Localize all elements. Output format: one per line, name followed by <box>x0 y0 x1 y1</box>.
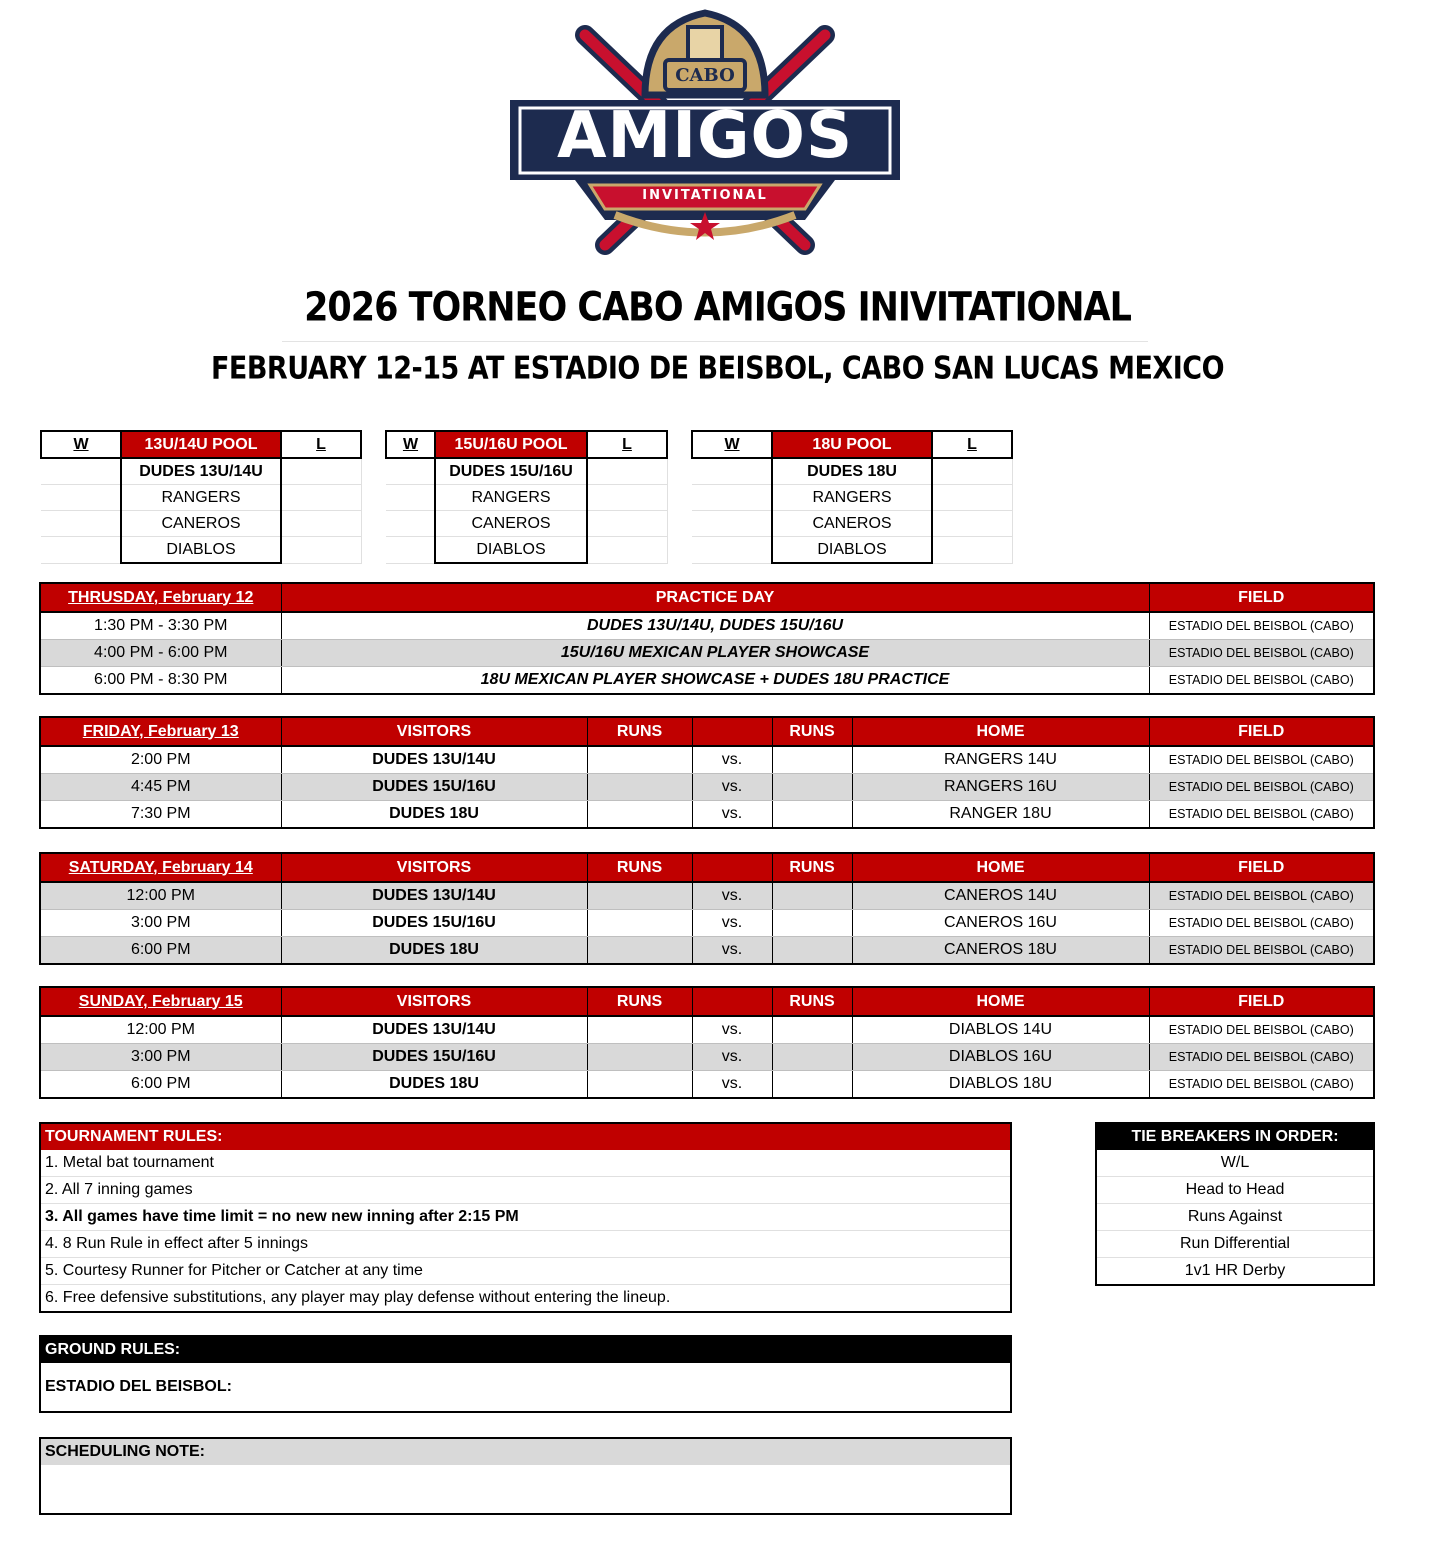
event-cell: 15U/16U MEXICAN PLAYER SHOWCASE <box>281 640 1149 667</box>
pool-l-cell <box>587 537 667 564</box>
time-cell: 7:30 PM <box>40 801 281 829</box>
day-header: SATURDAY, February 14 <box>40 853 281 882</box>
field-header: FIELD <box>1149 583 1374 612</box>
visitor-runs-cell <box>587 746 692 774</box>
visitor-runs-cell <box>587 1071 692 1099</box>
pool-l-cell <box>932 511 1012 537</box>
field-cell: ESTADIO DEL BEISBOL (CABO) <box>1168 1077 1354 1091</box>
runs-header: RUNS <box>772 717 852 746</box>
pool-w-cell <box>41 485 121 511</box>
vs-header <box>692 717 772 746</box>
pool-w-header: W <box>692 431 772 458</box>
scheduling-note <box>39 1437 1012 1515</box>
time-cell: 1:30 PM - 3:30 PM <box>40 612 281 640</box>
scheduling-note-title: SCHEDULING NOTE: <box>40 1438 1011 1465</box>
pool-team: RANGERS <box>121 485 281 511</box>
logo-main-text: AMIGOS <box>556 99 854 173</box>
visitor-runs-cell <box>587 1044 692 1071</box>
event-cell: 18U MEXICAN PLAYER SHOWCASE + DUDES 18U PRACTICE <box>281 667 1149 695</box>
runs-header: RUNS <box>587 717 692 746</box>
home-cell: DIABLOS 18U <box>852 1071 1149 1099</box>
home-cell: CANEROS 16U <box>852 910 1149 937</box>
pool-l-header: L <box>932 431 1012 458</box>
day-header: THRUSDAY, February 12 <box>40 583 281 612</box>
rule-item: 2. All 7 inning games <box>40 1177 1011 1204</box>
field-cell: ESTADIO DEL BEISBOL (CABO) <box>1149 1016 1374 1044</box>
pool-w-cell <box>692 458 772 485</box>
visitor-runs-cell <box>587 910 692 937</box>
visitors-header: VISITORS <box>281 987 587 1016</box>
vs-header <box>692 853 772 882</box>
pool-team: DUDES 15U/16U <box>435 458 587 485</box>
friday-schedule <box>39 716 1375 829</box>
pool-title: 15U/16U POOL <box>435 431 587 458</box>
time-cell: 12:00 PM <box>40 882 281 910</box>
visitor-cell: DUDES 18U <box>281 937 587 965</box>
visitor-cell: DUDES 15U/16U <box>281 1044 587 1071</box>
pool-l-cell <box>587 511 667 537</box>
visitor-runs-cell <box>587 882 692 910</box>
pool-team: RANGERS <box>435 485 587 511</box>
pool-team: CANEROS <box>121 511 281 537</box>
title-divider <box>282 341 1148 342</box>
visitor-cell: DUDES 18U <box>281 1071 587 1099</box>
scheduling-note-body <box>40 1465 1011 1514</box>
pool-team: CANEROS <box>435 511 587 537</box>
pool-team: DUDES 13U/14U <box>121 458 281 485</box>
home-cell: RANGERS 14U <box>852 746 1149 774</box>
rule-item: 1. Metal bat tournament <box>40 1150 1011 1177</box>
pool-18u <box>691 430 1013 564</box>
pool-team: DUDES 18U <box>772 458 932 485</box>
home-header: HOME <box>852 717 1149 746</box>
runs-header: RUNS <box>587 987 692 1016</box>
pool-l-cell <box>281 485 361 511</box>
visitor-cell: DUDES 13U/14U <box>281 1016 587 1044</box>
page-subtitle: FEBRUARY 12-15 AT ESTADIO DE BEISBOL, CABO SAN LUCAS MEXICO <box>210 350 1225 387</box>
pool-w-cell <box>41 537 121 564</box>
pool-title: 18U POOL <box>772 431 932 458</box>
visitor-runs-cell <box>587 937 692 965</box>
visitors-header: VISITORS <box>281 717 587 746</box>
tie-breakers <box>1095 1122 1375 1286</box>
rule-item: 5. Courtesy Runner for Pitcher or Catcher at any time <box>40 1258 1011 1285</box>
rules-title: TOURNAMENT RULES: <box>40 1123 1011 1150</box>
vs-cell: vs. <box>692 746 772 774</box>
practice-day-schedule <box>39 582 1375 695</box>
pool-l-cell <box>587 458 667 485</box>
time-cell: 4:00 PM - 6:00 PM <box>40 640 281 667</box>
visitor-runs-cell <box>587 1016 692 1044</box>
pool-l-cell <box>932 458 1012 485</box>
time-cell: 6:00 PM <box>40 937 281 965</box>
field-cell: ESTADIO DEL BEISBOL (CABO) <box>1168 807 1354 821</box>
home-cell: CANEROS 18U <box>852 937 1149 965</box>
home-cell: CANEROS 14U <box>852 882 1149 910</box>
time-cell: 3:00 PM <box>40 1044 281 1071</box>
event-cell: DUDES 13U/14U, DUDES 15U/16U <box>281 612 1149 640</box>
home-runs-cell <box>772 1016 852 1044</box>
vs-cell: vs. <box>692 882 772 910</box>
home-header: HOME <box>852 987 1149 1016</box>
pool-w-cell <box>692 485 772 511</box>
visitor-cell: DUDES 15U/16U <box>281 774 587 801</box>
pool-team: DIABLOS <box>772 537 932 564</box>
home-runs-cell <box>772 937 852 965</box>
home-cell: RANGER 18U <box>852 801 1149 829</box>
vs-cell: vs. <box>692 1071 772 1099</box>
home-runs-cell <box>772 746 852 774</box>
vs-cell: vs. <box>692 1044 772 1071</box>
time-cell: 4:45 PM <box>40 774 281 801</box>
logo-top-text: CABO <box>675 65 735 86</box>
home-runs-cell <box>772 801 852 829</box>
pool-w-header: W <box>386 431 435 458</box>
visitor-cell: DUDES 13U/14U <box>281 882 587 910</box>
pool-l-cell <box>281 458 361 485</box>
tournament-rules <box>39 1122 1012 1313</box>
sunday-schedule <box>39 986 1375 1099</box>
field-cell: ESTADIO DEL BEISBOL (CABO) <box>1149 937 1374 965</box>
pool-l-cell <box>281 511 361 537</box>
vs-cell: vs. <box>692 1016 772 1044</box>
runs-header: RUNS <box>587 853 692 882</box>
home-cell: DIABLOS 16U <box>852 1044 1149 1071</box>
vs-cell: vs. <box>692 801 772 829</box>
tie-breaker-item: Run Differential <box>1096 1231 1374 1258</box>
field-cell: ESTADIO DEL BEISBOL (CABO) <box>1149 774 1374 801</box>
home-cell: RANGERS 16U <box>852 774 1149 801</box>
rule-item: 6. Free defensive substitutions, any player may play defense without entering the lineup. <box>45 1289 671 1306</box>
time-cell: 3:00 PM <box>40 910 281 937</box>
pool-w-cell <box>386 511 435 537</box>
visitor-runs-cell <box>587 774 692 801</box>
pool-team: CANEROS <box>772 511 932 537</box>
visitor-cell: DUDES 13U/14U <box>281 746 587 774</box>
pool-w-cell <box>41 511 121 537</box>
field-cell: ESTADIO DEL BEISBOL (CABO) <box>1149 910 1374 937</box>
field-header: FIELD <box>1149 987 1374 1016</box>
runs-header: RUNS <box>772 853 852 882</box>
field-cell: ESTADIO DEL BEISBOL (CABO) <box>1149 612 1374 640</box>
vs-cell: vs. <box>692 937 772 965</box>
pool-title: 13U/14U POOL <box>121 431 281 458</box>
saturday-schedule <box>39 852 1375 965</box>
pool-l-cell <box>281 537 361 564</box>
day-header: FRIDAY, February 13 <box>40 717 281 746</box>
logo-banner-text: INVITATIONAL <box>642 188 768 203</box>
pool-w-header: W <box>41 431 121 458</box>
home-runs-cell <box>772 910 852 937</box>
field-cell: ESTADIO DEL BEISBOL (CABO) <box>1149 882 1374 910</box>
home-runs-cell <box>772 1071 852 1099</box>
page-title: 2026 TORNEO CABO AMIGOS INIVITATIONAL <box>304 285 1131 331</box>
ground-rules <box>39 1335 1012 1413</box>
time-cell: 6:00 PM - 8:30 PM <box>40 667 281 695</box>
home-cell: DIABLOS 14U <box>852 1016 1149 1044</box>
pool-l-cell <box>932 537 1012 564</box>
tournament-logo <box>505 5 905 260</box>
field-cell: ESTADIO DEL BEISBOL (CABO) <box>1149 746 1374 774</box>
pool-w-cell <box>386 458 435 485</box>
visitors-header: VISITORS <box>281 853 587 882</box>
home-runs-cell <box>772 1044 852 1071</box>
pool-13u-14u <box>40 430 362 564</box>
pool-w-cell <box>386 537 435 564</box>
tie-breaker-item: Head to Head <box>1096 1177 1374 1204</box>
field-cell: ESTADIO DEL BEISBOL (CABO) <box>1149 640 1374 667</box>
pool-15u-16u <box>385 430 668 564</box>
home-runs-cell <box>772 882 852 910</box>
tie-breaker-item: Runs Against <box>1096 1204 1374 1231</box>
pool-team: RANGERS <box>772 485 932 511</box>
time-cell: 6:00 PM <box>40 1071 281 1099</box>
ground-rules-line: ESTADIO DEL BEISBOL: <box>45 1378 232 1395</box>
home-header: HOME <box>852 853 1149 882</box>
vs-cell: vs. <box>692 774 772 801</box>
visitor-runs-cell <box>587 801 692 829</box>
pool-team: DIABLOS <box>121 537 281 564</box>
vs-cell: vs. <box>692 910 772 937</box>
pool-l-header: L <box>587 431 667 458</box>
field-header: FIELD <box>1149 853 1374 882</box>
day-header: SUNDAY, February 15 <box>40 987 281 1016</box>
time-cell: 2:00 PM <box>40 746 281 774</box>
time-cell: 12:00 PM <box>40 1016 281 1044</box>
home-runs-cell <box>772 774 852 801</box>
rule-item: 3. All games have time limit = no new new inning after 2:15 PM <box>40 1204 1011 1231</box>
rule-item: 4. 8 Run Rule in effect after 5 innings <box>40 1231 1011 1258</box>
pool-l-cell <box>587 485 667 511</box>
tie-breaker-item: W/L <box>1096 1150 1374 1177</box>
field-cell: ESTADIO DEL BEISBOL (CABO) <box>1149 1044 1374 1071</box>
pool-w-cell <box>386 485 435 511</box>
pool-l-cell <box>932 485 1012 511</box>
tie-breaker-item: 1v1 HR Derby <box>1184 1262 1286 1279</box>
runs-header: RUNS <box>772 987 852 1016</box>
pool-w-cell <box>692 537 772 564</box>
visitor-cell: DUDES 15U/16U <box>281 910 587 937</box>
pool-w-cell <box>692 511 772 537</box>
vs-header <box>692 987 772 1016</box>
visitor-cell: DUDES 18U <box>281 801 587 829</box>
practice-header: PRACTICE DAY <box>281 583 1149 612</box>
ground-rules-title: GROUND RULES: <box>40 1336 1011 1363</box>
pool-l-header: L <box>281 431 361 458</box>
pool-w-cell <box>41 458 121 485</box>
tie-breakers-title: TIE BREAKERS IN ORDER: <box>1096 1123 1374 1150</box>
pool-team: DIABLOS <box>435 537 587 564</box>
field-header: FIELD <box>1149 717 1374 746</box>
field-cell: ESTADIO DEL BEISBOL (CABO) <box>1168 673 1354 687</box>
